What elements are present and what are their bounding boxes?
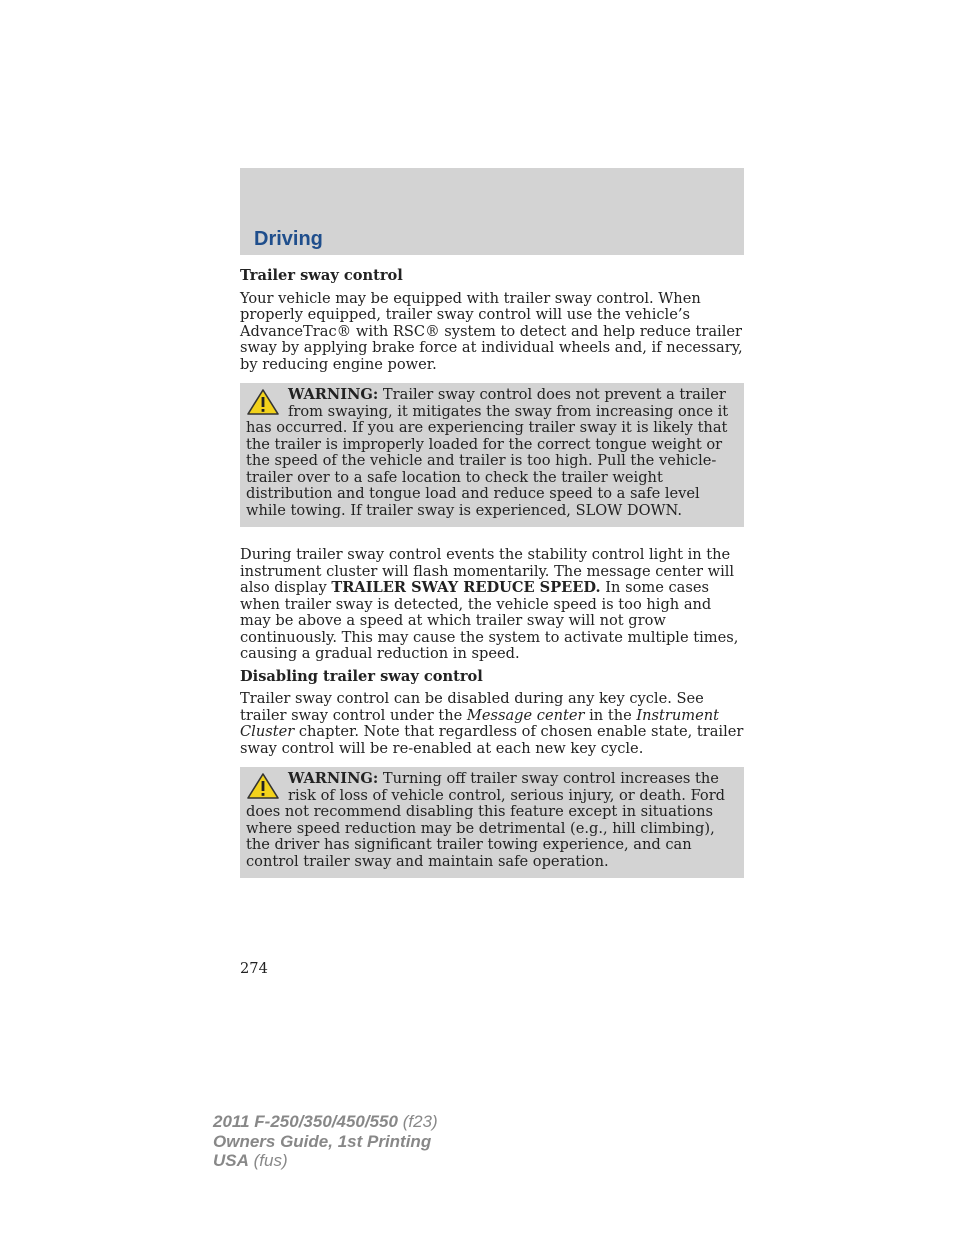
disabling-text-b: in the: [589, 706, 632, 724]
footer-model: 2011 F-250/350/450/550: [213, 1112, 398, 1131]
disabling-paragraph: [240, 691, 744, 757]
footer-model-code: (f23): [402, 1112, 438, 1131]
heading-disabling-trailer-sway: Disabling trailer sway control: [240, 667, 483, 685]
footer-region-code: (fus): [253, 1151, 288, 1170]
events-paragraph: [240, 547, 744, 663]
footer-line-model: [213, 1112, 438, 1132]
footer-line-region: [213, 1151, 438, 1171]
page-number: 274: [240, 960, 268, 977]
warning-label: WARNING:: [288, 386, 379, 403]
section-title: Driving: [254, 228, 323, 250]
warning-box-2: [240, 767, 744, 878]
section-header-band: [240, 168, 744, 255]
disabling-text-c: chapter. Note that regardless of chosen enable state, trailer sway control will be re-enabled at each new key cycle.: [240, 723, 744, 757]
disabling-text-a: Trailer sway control can be disabled during any key cycle. See trailer sway control under the: [240, 690, 704, 724]
footer-guide: Owners Guide, 1st Printing: [213, 1131, 432, 1151]
footer-line-guide: [213, 1132, 438, 1152]
message-center-text: TRAILER SWAY REDUCE SPEED.: [331, 579, 601, 596]
message-center-reference: Message center: [466, 706, 585, 724]
warning-text: Trailer sway control does not prevent a trailer from swaying, it mitigates the sway from increasing once it has occurred. If you are experiencing trailer sway it is likely that the trailer is improperly loaded for the correct tongue weight or the speed of the vehicle and trailer is too high. Pull the vehicle-trailer over to a safe location to check the trailer weight distribution and tongue load and reduce speed to a safe level while towing. If trailer sway is experienced, SLOW DOWN.: [246, 386, 729, 519]
heading-trailer-sway-control: Trailer sway control: [240, 267, 403, 284]
warning-label: WARNING:: [288, 770, 379, 787]
document-footer: [213, 1112, 438, 1171]
events-text-after: In some cases when trailer sway is detected, the vehicle speed is too high and may be above a speed at which trailer sway will not grow continuously. This may cause the system to activate multiple times, causing a gradual reduction in speed.: [240, 579, 739, 662]
warning-box-1: [240, 383, 744, 527]
warning-text: Turning off trailer sway control increases the risk of loss of vehicle control, serious injury, or death. Ford does not recommend disabling this feature except in situations where speed reduction may be detrimental (e.g., hill climbing), the driver has significant trailer towing experience, and can control trailer sway and maintain safe operation.: [246, 770, 726, 870]
intro-paragraph: Your vehicle may be equipped with trailer sway control. When properly equipped, trailer sway control will use the vehicle’s AdvanceTrac® with RSC® system to detect and help reduce trailer sway by applying brake force at individual wheels and, if necessary, by reducing engine power.: [240, 289, 743, 373]
page-content: [240, 268, 744, 898]
warning-triangle-icon: [246, 388, 280, 416]
events-text-before: During trailer sway control events the stability control light in the instrument cluster will flash momentarily. The message center will also display: [240, 546, 735, 596]
footer-region: USA: [213, 1151, 249, 1170]
instrument-cluster-reference: Instrument Cluster: [240, 706, 720, 740]
warning-triangle-icon: [246, 772, 280, 800]
